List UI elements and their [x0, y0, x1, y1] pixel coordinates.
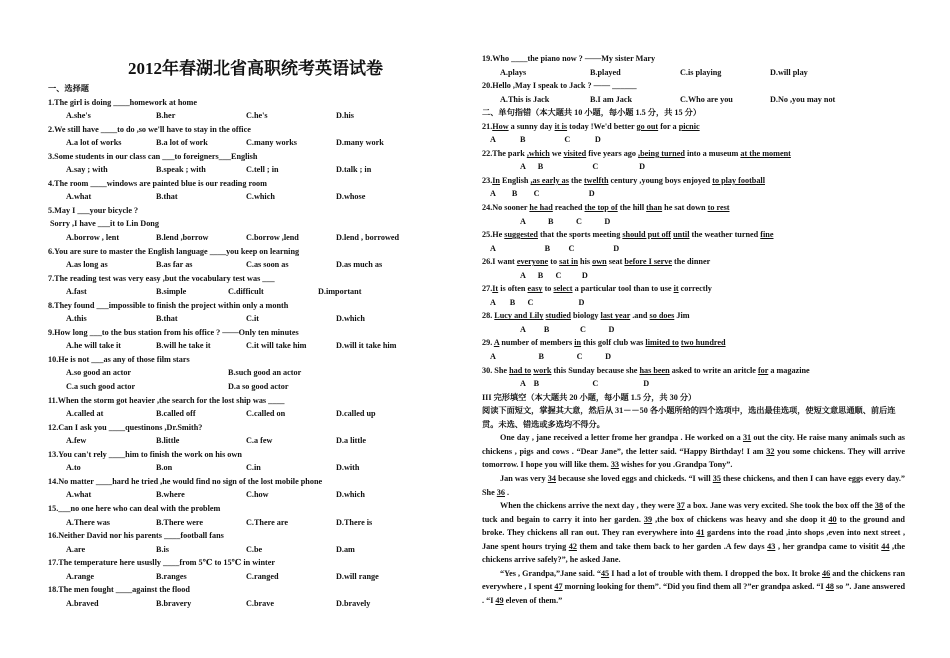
error-sentence	[482, 201, 905, 215]
option: B.bravery	[156, 598, 192, 608]
question-stem: 19.Who ____the piano now ? ——My sister Mary	[482, 54, 656, 63]
text-segment: correctly	[678, 284, 712, 294]
underlined-segment: he had	[529, 203, 553, 213]
option: A.she's	[66, 111, 91, 121]
option: C.Who are you	[680, 94, 733, 104]
text-segment: seat	[606, 257, 625, 267]
instructions: 阅读下面短文，掌握其大意，然后从 31－－50 各小题所给的四个选项中，选出最佳选项，使短文意思通顺、前后连贯。未选、错选或多选均不得分。	[482, 406, 896, 429]
option: D.which	[336, 314, 365, 324]
option: A.are	[66, 544, 86, 554]
question-stem: 15.___no one here who can deal with the problem	[48, 503, 221, 513]
option: D.a little	[336, 436, 367, 446]
underlined-segment: so does	[649, 311, 675, 321]
option-row	[48, 109, 463, 123]
option-row	[48, 461, 463, 475]
option: D.whose	[336, 192, 366, 202]
question-stem: 13.You can't rely ____him to finish the work on his own	[48, 449, 242, 459]
option: C.many works	[246, 138, 297, 148]
question-stem: 5.May I ___your bicycle ?	[48, 205, 139, 215]
blank-number: 46	[822, 568, 831, 578]
blank-number: 33	[610, 460, 619, 470]
text-segment: “Yes , Grandpa,”Jane said. “	[500, 568, 601, 578]
option: A.say ; with	[66, 165, 108, 175]
option: B.played	[590, 67, 621, 77]
text-segment: we	[549, 148, 564, 158]
option: B.simple	[156, 287, 187, 297]
passage-paragraph	[482, 567, 905, 608]
text-segment: 29.	[482, 338, 494, 348]
option: C.tell ; in	[246, 165, 279, 175]
option-row	[48, 339, 463, 353]
passage-paragraph	[482, 499, 905, 567]
underlined-segment: studied	[545, 311, 571, 321]
section-heading: III 完形填空（本大题共 20 小题，每小题 1.5 分，共 30 分）	[482, 392, 697, 402]
text-segment: 22.The park	[482, 148, 527, 158]
option: D.bravely	[336, 598, 371, 608]
underlined-segment: for	[757, 365, 769, 375]
section-heading: 二、单句指错（本大题共 10 小题，每小题 1.5 分，共 15 分）	[482, 108, 702, 118]
underlined-segment: In	[492, 175, 500, 185]
option: C.he's	[246, 111, 268, 121]
text-segment: 24.No sooner	[482, 203, 530, 213]
option: D.lend , borrowed	[336, 233, 400, 243]
underlined-segment: until	[673, 230, 690, 240]
underlined-segment: It	[492, 284, 499, 294]
option: A.There was	[66, 517, 110, 527]
option-letters: A B C D	[490, 297, 585, 307]
text-segment: a magazine	[768, 365, 810, 375]
option: B.I am Jack	[590, 94, 633, 104]
underlined-segment: it	[673, 284, 679, 294]
question-stem: 11.When the storm got heavier ,the search for the lost ship was ____	[48, 395, 285, 405]
question-stem: 1.The girl is doing ____homework at home	[48, 97, 197, 107]
text-segment: is often	[498, 284, 528, 294]
blank-number: 44	[881, 541, 890, 551]
blank-number: 49	[495, 595, 504, 605]
text-segment: this Sunday because she	[551, 365, 640, 375]
option: C.in	[246, 463, 261, 473]
question-stem: 17.The temperature here ususlly ____from 5℃ to 15℃ in winter	[48, 558, 276, 568]
underlined-segment: to rest	[707, 203, 730, 213]
option-row	[48, 407, 463, 421]
text-segment: of the tuck and begain to carry it into her garden.	[482, 501, 906, 524]
option: A.what	[66, 490, 92, 500]
option: C.it	[246, 314, 259, 324]
text-segment: a sunny day	[508, 121, 555, 131]
option: D.am	[336, 544, 355, 554]
option: C.brave	[246, 598, 274, 608]
option: C.ranged	[246, 571, 279, 581]
underlined-segment: than	[646, 203, 663, 213]
text-segment: wishes for you .Grandpa Tony”.	[619, 460, 733, 470]
option-row	[48, 163, 463, 177]
option: B.lend ,borrow	[156, 233, 209, 243]
underlined-segment: before I serve	[624, 257, 672, 267]
text-segment: morning looking for them”. “Did you find them all ?”er grandpa asked. “I	[562, 582, 826, 592]
underlined-segment: last year	[600, 311, 631, 321]
text-segment: a particular tool than to use	[572, 284, 674, 294]
error-sentence	[482, 120, 905, 134]
underlined-segment: A	[493, 338, 500, 348]
underlined-segment: in	[574, 338, 582, 348]
option-row	[48, 516, 463, 530]
option: D.as much as	[336, 260, 383, 270]
text-segment: biology	[570, 311, 601, 321]
blank-number: 42	[568, 541, 577, 551]
option: D.talk ; in	[336, 165, 372, 175]
option-letters: A B C D	[520, 162, 646, 172]
question-stem: 8.They found ___impossible to finish the project within only a month	[48, 300, 289, 310]
text-segment: 23.	[482, 175, 493, 185]
option: B.where	[156, 490, 185, 500]
text-segment: ,the box of chickens was heavy and she doop it	[652, 514, 829, 524]
option-row	[48, 543, 463, 557]
option-letters: A B C D	[490, 243, 620, 253]
option-row	[48, 380, 463, 394]
blank-number: 41	[696, 528, 705, 538]
option: B.called off	[156, 409, 196, 419]
option-row	[48, 488, 463, 502]
underlined-segment: has been	[639, 365, 670, 375]
option: B.will he take it	[156, 341, 211, 351]
option: B.There were	[156, 517, 203, 527]
underlined-segment: easy	[527, 284, 543, 294]
option-row	[48, 231, 463, 245]
text-segment: .	[504, 487, 510, 497]
text-segment: so ”. Jane answered . “I	[482, 582, 905, 605]
text-segment: , her grandpa came to visitit	[775, 541, 882, 551]
text-segment: number of members	[499, 338, 575, 348]
error-sentence	[482, 364, 905, 378]
text-segment: a box. Jane was very excited. She took the box off the	[684, 501, 875, 511]
option: C.difficult	[228, 287, 264, 297]
right-column	[482, 0, 905, 607]
option: A.called at	[66, 409, 104, 419]
option: B.her	[156, 111, 176, 121]
exam-title: 2012年春湖北省高职统考英语试卷	[128, 59, 383, 78]
blank-number: 47	[554, 582, 563, 592]
text-segment: century ,young boys enjoyed	[608, 175, 713, 185]
blank-number: 36	[496, 487, 505, 497]
text-segment: out the city. He raise many animals such as chickens , pigs and cows . “Dear Jane”, the letter said. “Happy Birthday! I am	[482, 433, 905, 456]
option: C.borrow ,lend	[246, 233, 299, 243]
underlined-segment: it is	[554, 121, 568, 131]
text-segment: eleven of them.”	[503, 595, 563, 605]
option: A.a lot of works	[66, 138, 122, 148]
error-sentence	[482, 336, 905, 350]
option: D.will it take him	[336, 341, 397, 351]
question-stem: 12.Can I ask you ____questinons ,Dr.Smith?	[48, 422, 203, 432]
error-sentence	[482, 282, 905, 296]
option: C.There are	[246, 517, 288, 527]
question-stem: 3.Some students in our class can ___to foreigners___English	[48, 151, 258, 161]
option: B.on	[156, 463, 173, 473]
underlined-segment: ,which	[526, 148, 550, 158]
option: B.little	[156, 436, 180, 446]
text-segment: I had a lot of trouble with them. I dropped the box. It broke	[609, 568, 823, 578]
underlined-segment: How	[492, 121, 509, 131]
option: C.a few	[246, 436, 273, 446]
text-segment: the	[568, 175, 584, 185]
error-sentence	[482, 174, 905, 188]
question-stem: 20.Hello ,May I speak to Jack ? —— ______	[482, 81, 637, 91]
underlined-segment: select	[553, 284, 573, 294]
question-stem: 14.No matter ____hard he tried ,he would find no sign of the lost mobile phone	[48, 476, 323, 486]
blank-number: 35	[712, 473, 721, 483]
text-segment: into a museum	[684, 148, 741, 158]
text-segment: 27.	[482, 284, 493, 294]
option: C.be	[246, 544, 263, 554]
question-stem: 7.The reading test was very easy ,but the vocabulary test was ___	[48, 273, 275, 283]
option: D.No ,you may not	[770, 94, 836, 104]
option: B.such good an actor	[228, 368, 302, 378]
top-spacer	[482, 0, 905, 52]
text-segment: to	[542, 284, 554, 294]
underlined-segment: ,being turned	[638, 148, 685, 158]
question-stem-reply: Sorry ,I have ___it to Lin Dong	[50, 219, 159, 229]
underlined-segment: twelfth	[583, 175, 609, 185]
text-segment: five years ago	[586, 148, 639, 158]
option: A.as long as	[66, 260, 108, 270]
blank-number: 37	[676, 501, 685, 511]
option: B.ranges	[156, 571, 187, 581]
text-segment: the dinner	[672, 257, 711, 267]
text-segment: these chickens, and then I can have eggs every day.” She	[482, 473, 906, 497]
text-segment: for a	[658, 121, 679, 131]
blank-number: 34	[547, 473, 556, 483]
option: C.how	[246, 490, 269, 500]
text-segment: them and take them back to her garden .A few days	[576, 541, 768, 551]
text-segment: Jim	[674, 311, 690, 321]
option: C.a such good actor	[66, 382, 136, 392]
option: D.which	[336, 490, 365, 500]
option-row	[48, 570, 463, 584]
option: B.a lot of work	[156, 138, 208, 148]
option-letters: A B C D	[520, 270, 588, 280]
text-segment: 28.	[482, 311, 495, 321]
option-row	[48, 190, 463, 204]
option-row	[48, 597, 463, 611]
option-letters: A B C D	[520, 379, 650, 389]
passage-paragraph	[482, 431, 905, 472]
option: A.this	[66, 314, 87, 324]
left-column	[48, 0, 463, 610]
option: B.that	[156, 314, 178, 324]
option: B.as far as	[156, 260, 193, 270]
text-segment: this golf club was	[581, 338, 646, 348]
blank-number: 45	[600, 568, 610, 578]
option: C.as soon as	[246, 260, 289, 270]
question-number: 21.	[482, 121, 493, 131]
text-segment: to	[548, 257, 560, 267]
option-row	[48, 285, 463, 299]
text-segment: gardens into the road ,into shops ,even into next street , Jane spent hours trying	[482, 528, 905, 551]
option: C.is playing	[680, 67, 722, 77]
option-letters: A B C D	[520, 324, 615, 334]
question-stem: 16.Neither David nor his parents ____football fans	[48, 531, 224, 541]
option: A.what	[66, 192, 92, 202]
blank-number: 38	[874, 501, 884, 511]
underlined-segment: the top of	[584, 203, 618, 213]
blank-number: 32	[766, 446, 775, 456]
blank-number: 40	[828, 514, 837, 524]
underlined-segment: sat in	[559, 257, 578, 267]
option: A.borrow , lent	[66, 233, 120, 243]
option-row	[482, 93, 905, 107]
text-segment: the hill	[617, 203, 647, 213]
text-segment: to the ground and broke. They chickens all ran out. They ran everywhere into	[482, 514, 905, 538]
option-letters: A B C D	[490, 135, 601, 145]
blank-number: 39	[643, 514, 653, 524]
option: D.many work	[336, 138, 384, 148]
text-segment: When the chickens arrive the next day , they were	[500, 501, 677, 511]
option-row	[48, 136, 463, 150]
underlined-segment: suggested	[504, 230, 538, 240]
error-sentence	[482, 228, 905, 242]
underlined-segment: at the moment	[740, 148, 791, 158]
text-segment: .and	[630, 311, 650, 321]
text-segment: English	[499, 175, 531, 185]
text-segment: 25.He	[482, 230, 505, 240]
passage-paragraph	[482, 472, 905, 499]
underlined-segment: everyone	[516, 257, 549, 267]
underlined-segment: visited	[563, 148, 587, 158]
text-segment: because she loved eggs and chickeds. “I will	[555, 473, 713, 483]
underlined-segment: had to	[509, 365, 532, 375]
option-letters: A B C D	[520, 216, 611, 226]
underlined-segment: picnic	[678, 121, 700, 131]
text-segment: the weather turned	[689, 230, 761, 240]
option: B.speak ; with	[156, 165, 206, 175]
option: A.to	[66, 463, 81, 473]
option: D.called up	[336, 409, 376, 419]
option: A.braved	[66, 598, 99, 608]
option: A.range	[66, 571, 94, 581]
underlined-segment: work	[533, 365, 552, 375]
error-sentence	[482, 309, 905, 323]
question-stem: 18.The men fought ____against the flood	[48, 585, 190, 595]
option-row	[48, 312, 463, 326]
option-row	[48, 434, 463, 448]
option-row	[48, 258, 463, 272]
option: A.This is Jack	[500, 94, 550, 104]
text-segment: he sat down	[662, 203, 708, 213]
error-sentence	[482, 255, 905, 269]
option: A.fast	[66, 287, 87, 297]
text-segment: and the chickens ran everywhere , I spent	[482, 568, 906, 592]
text-segment: asked to write an aritcle	[669, 365, 758, 375]
option: A.few	[66, 436, 87, 446]
underlined-segment: to play football	[712, 175, 765, 185]
option-row	[48, 366, 463, 380]
text-segment: his	[578, 257, 593, 267]
option: D.important	[318, 287, 362, 297]
option: A.so good an actor	[66, 368, 132, 378]
option: C.called on	[246, 409, 286, 419]
text-segment: today !We'd better	[567, 121, 637, 131]
section-heading: 一、选择题	[48, 84, 89, 93]
option: D.a so good actor	[228, 382, 289, 392]
question-stem: 9.How long ___to the bus station from his office ? ——Only ten minutes	[48, 327, 299, 337]
underlined-segment: own	[592, 257, 607, 267]
underlined-segment: should put off	[622, 230, 672, 240]
question-stem: 6.You are sure to master the English language ____you keep on learning	[48, 246, 300, 256]
underlined-segment: go out	[636, 121, 659, 131]
blank-number: 43	[767, 541, 776, 551]
option: C.it will take him	[246, 341, 307, 351]
option: D.will play	[770, 67, 808, 77]
option: C.which	[246, 192, 275, 202]
option: B.that	[156, 192, 178, 202]
text-segment: 30. She	[482, 365, 510, 375]
text-segment: you some chickens. They will arrive tomorrow. I hope you will like them.	[482, 446, 905, 470]
option: A.plays	[500, 67, 527, 77]
text-segment: that the sports meeting	[537, 230, 623, 240]
text-segment: ,the chickens arrive safely?”, he asked Jane.	[482, 541, 906, 565]
option-letters: A B C D	[490, 352, 611, 362]
underlined-segment: ,as early as	[530, 175, 569, 185]
option-row	[482, 66, 905, 80]
text-segment: Jan was very	[500, 473, 548, 483]
question-stem: 4.The room ____windows are painted blue is our reading room	[48, 178, 267, 188]
text-segment: One day , jane received a letter frome her grandpa . He worked on a	[500, 433, 743, 443]
option: A.he will take it	[66, 341, 122, 351]
text-segment: reached	[552, 203, 585, 213]
option: D.his	[336, 111, 354, 121]
blank-number: 31	[742, 433, 752, 443]
underlined-segment: two hundred	[680, 338, 726, 348]
underlined-segment: limited to	[645, 338, 679, 348]
blank-number: 48	[825, 582, 834, 592]
error-sentence	[482, 147, 905, 161]
option-letters: A B C D	[490, 189, 595, 199]
underlined-segment: fine	[760, 230, 774, 240]
option: D.will range	[336, 571, 379, 581]
question-stem: 2.We still have ____to do ,so we'll have to stay in the office	[48, 124, 251, 134]
option: B.is	[156, 544, 169, 554]
question-stem: 10.He is not ___as any of those film stars	[48, 354, 190, 364]
option: D.There is	[336, 517, 373, 527]
option: D.with	[336, 463, 360, 473]
text-segment: 26.I want	[482, 257, 517, 267]
underlined-segment: Lucy and Lily	[494, 311, 544, 321]
